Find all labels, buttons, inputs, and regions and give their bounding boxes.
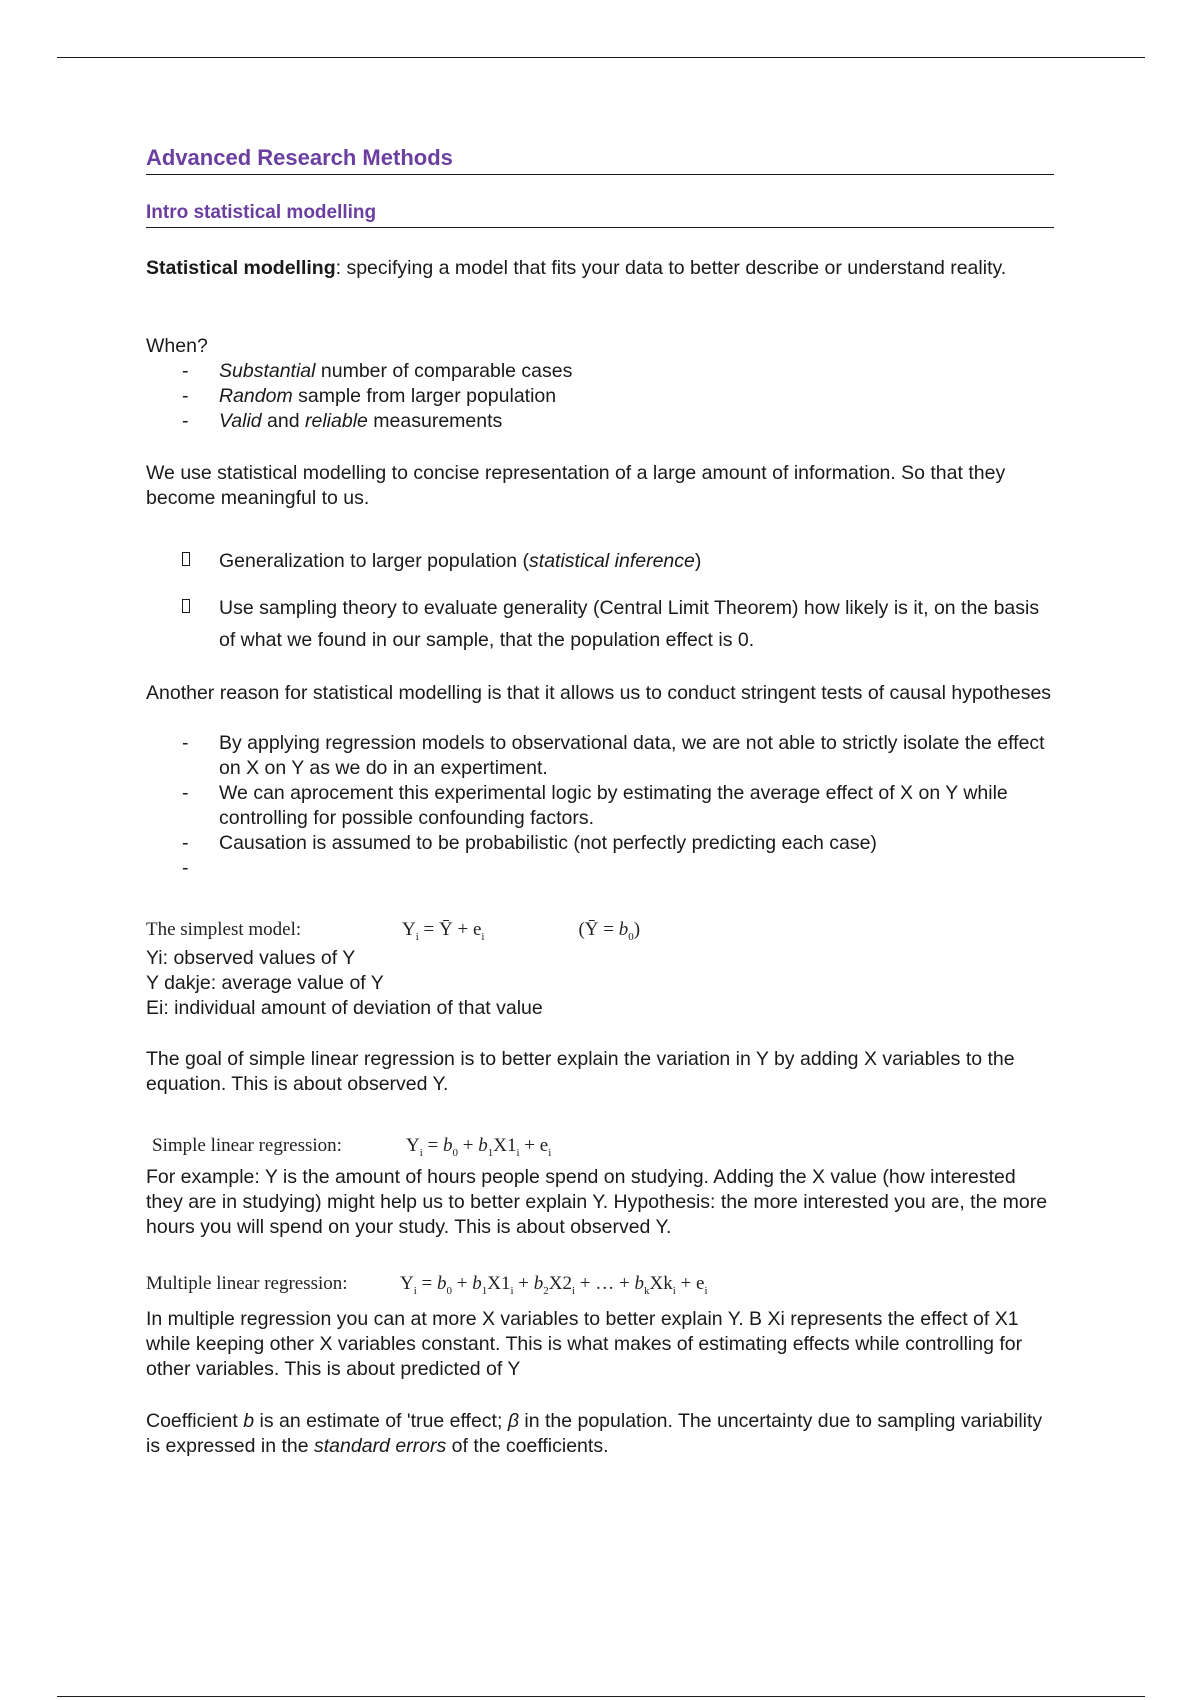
list-item: - Substantial number of comparable cases [182, 360, 573, 382]
concise-paragraph: We use statistical modelling to concise representation of a large amount of information. So that they become meaningful to us. [146, 462, 1006, 509]
definition-line: Yi: observed values of Y [146, 947, 356, 969]
definition-paragraph [146, 256, 1054, 281]
list-item: - [182, 857, 189, 879]
page-title: Advanced Research Methods [146, 145, 1054, 175]
simple-regression-equation: Simple linear regression: $Y_i = b_0 + b_1X1_i + e_i$ [152, 1135, 552, 1159]
list-item: - By applying regression models to observational data, we are not able to strictly isolate the effect on X on Y as we do in an expertiment. [182, 732, 1045, 779]
when-list [146, 359, 1054, 434]
causal-paragraph: Another reason for statistical modelling is that it allows us to conduct stringent tests of causal hypotheses [146, 682, 1052, 704]
box-bullet-item: Generalization to larger population (statistical inference) [182, 545, 1052, 577]
box-bullet-icon [182, 599, 190, 613]
causal-list [146, 731, 1054, 881]
bottom-rule [57, 1696, 1145, 1697]
box-bullet-icon [182, 552, 190, 566]
goal-paragraph: The goal of simple linear regression is to better explain the variation in Y by adding X variables to the equation. This is about observed Y. [146, 1048, 1015, 1095]
simple-regression-paragraph: For example: Y is the amount of hours people spend on studying. Adding the X value (how interested they are in studying) might help us to better explain Y. Hypothesis: the more interested you are, the more hours you will spend on your study. This is about observed Y. [146, 1166, 1048, 1238]
list-item: - Valid and reliable measurements [182, 410, 503, 432]
simplest-definitions [146, 946, 1054, 1021]
definition-line: Ei: individual amount of deviation of that value [146, 997, 543, 1019]
section-heading: Intro statistical modelling [146, 202, 1054, 228]
list-item: - Causation is assumed to be probabilistic (not perfectly predicting each case) [182, 832, 877, 854]
top-rule [57, 57, 1145, 58]
multiple-regression-paragraph: In multiple regression you can at more X variables to better explain Y. B Xi represents the effect of X1 while keeping other X variables constant. This is what makes of estimating effects while controlling for other variables. This is about predicted of Y [146, 1308, 1023, 1380]
multiple-regression-equation: Multiple linear regression: $Y_i = b_0 + b_1X1_i + b_2X2_i$ + … + $b_kXk_i + e_i$ [146, 1273, 708, 1297]
simplest-model-equation: The simplest model: $Y_i$ = Ȳ + $e_i$ (Ȳ = $b_0$) [146, 919, 641, 943]
definition-line: Y dakje: average value of Y [146, 972, 384, 994]
when-label: When? [146, 335, 208, 357]
list-item: - Random sample from larger population [182, 385, 557, 407]
list-item: - We can aprocement this experimental logic by estimating the average effect of X on Y while controlling for possible confounding factors. [182, 782, 1008, 829]
definition-term: Statistical modelling [146, 257, 336, 279]
coefficient-paragraph: Coefficient b is an estimate of 'true effect; β in the population. The uncertainty due to sampling variability is expressed in the standard errors of the coefficients. [146, 1410, 1043, 1457]
definition-text: : specifying a model that fits your data to better describe or understand reality. [335, 257, 1007, 279]
box-bullet-item: Use sampling theory to evaluate generality (Central Limit Theorem) how likely is it, on the basis of what we found in our sample, that the population effect is 0. [182, 592, 1052, 656]
